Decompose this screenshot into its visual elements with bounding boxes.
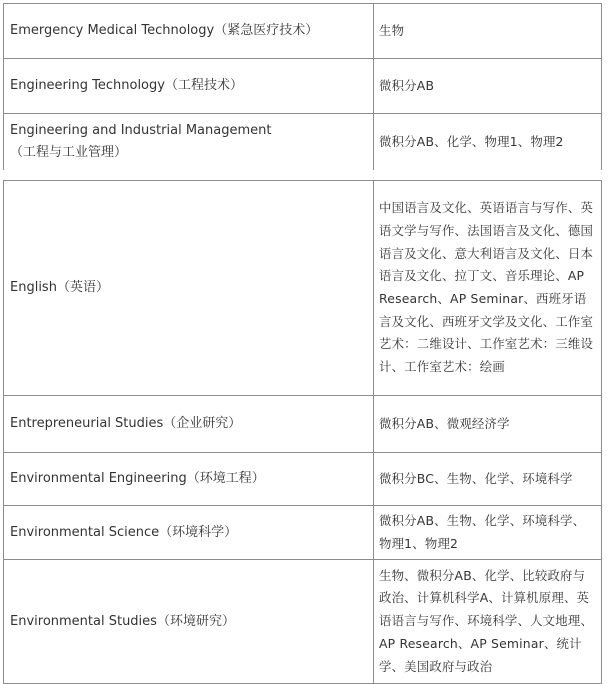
table-row — [4, 181, 602, 396]
subjects-cell: 微积分AB、微观经济学 — [374, 396, 602, 453]
majors-table-top — [3, 3, 602, 171]
subjects-cell: 生物 — [374, 4, 602, 59]
table-row — [4, 396, 602, 453]
table-row — [4, 4, 602, 59]
major-name-en: Engineering and Industrial Management — [10, 123, 272, 138]
major-cell: Environmental Studies（环境研究） — [4, 560, 374, 684]
subjects-cell: 微积分AB、化学、物理1、物理2 — [374, 114, 602, 171]
majors-table-bottom — [3, 180, 602, 684]
subjects-cell: 微积分AB — [374, 59, 602, 114]
major-cell — [4, 114, 374, 171]
major-cell: English（英语） — [4, 181, 374, 396]
major-cell: Entrepreneurial Studies（企业研究） — [4, 396, 374, 453]
table-row — [4, 453, 602, 506]
subjects-cell: 微积分BC、生物、化学、环境科学 — [374, 453, 602, 506]
major-name-zh: （工程与工业管理） — [10, 145, 128, 160]
table-gap — [0, 170, 610, 180]
major-cell: Engineering Technology（工程技术） — [4, 59, 374, 114]
major-cell: Environmental Engineering（环境工程） — [4, 453, 374, 506]
major-cell: Environmental Science（环境科学） — [4, 506, 374, 560]
major-cell: Emergency Medical Technology（紧急医疗技术） — [4, 4, 374, 59]
table-row — [4, 114, 602, 171]
subjects-cell: 微积分AB、生物、化学、环境科学、物理1、物理2 — [374, 506, 602, 560]
subjects-cell: 生物、微积分AB、化学、比较政府与政治、计算机科学A、计算机原理、英语语言与写作、环境科学、人文地理、AP Research、AP Seminar、统计学、美国政府与政治 — [374, 560, 602, 684]
table-row — [4, 59, 602, 114]
subjects-cell: 中国语言及文化、英语语言与写作、英语文学与写作、法国语言及文化、德国语言及文化、意大利语言及文化、日本语言及文化、拉丁文、音乐理论、AP Research、AP Seminar、西班牙语言及文化、西班牙文学及文化、工作室艺术：二维设计、工作室艺术：三维设计、工作室艺术：绘画 — [374, 181, 602, 396]
table-row — [4, 560, 602, 684]
table-row — [4, 506, 602, 560]
